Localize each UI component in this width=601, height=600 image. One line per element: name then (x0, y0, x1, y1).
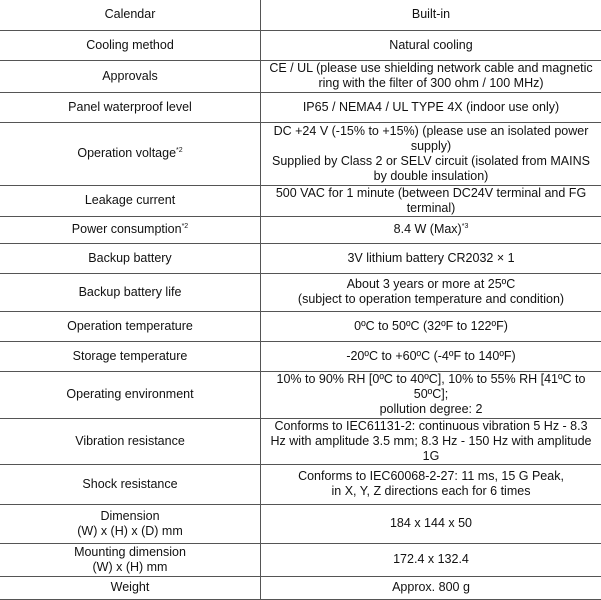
spec-value-line (264, 469, 598, 484)
spec-label-line: (W) x (H) mm (92, 559, 168, 574)
spec-value-text: 1G (422, 448, 440, 463)
table-row (0, 243, 601, 273)
spec-label-line: Mounting dimension (74, 544, 186, 559)
spec-value-line (264, 186, 598, 201)
spec-value-text: (subject to operation temperature and condition) (297, 292, 565, 306)
spec-label-line: Dimension (100, 508, 160, 523)
spec-label-line: (W) x (H) x (D) mm (77, 523, 183, 538)
table-row (0, 576, 601, 599)
spec-label: Storage temperature (72, 348, 188, 363)
spec-label-cell (0, 371, 261, 418)
spec-value-text: 172.4 x 132.4 (393, 552, 469, 566)
spec-value-line (264, 387, 598, 402)
spec-value-text: terminal) (406, 200, 456, 215)
spec-value-text: About 3 years or more at 25ºC (346, 277, 516, 291)
table-row (0, 216, 601, 243)
spec-value-text: 8.4 W (Max) (393, 222, 462, 236)
spec-value-line (264, 100, 598, 115)
spec-value-cell (261, 311, 601, 341)
spec-value-line (264, 61, 598, 76)
spec-label-cell (0, 273, 261, 311)
spec-value-text: pollution degree: 2 (379, 402, 483, 416)
spec-value-line (264, 154, 598, 169)
spec-value-text: in X, Y, Z directions each for 6 times (331, 484, 531, 498)
spec-value-line (264, 484, 598, 499)
spec-value-cell (261, 371, 601, 418)
spec-value-line (264, 277, 598, 292)
spec-label-cell (0, 30, 261, 60)
spec-value-line (264, 402, 598, 417)
spec-value-text: IP65 / NEMA4 / UL TYPE 4X (indoor use only) (302, 99, 560, 114)
spec-value-cell (261, 543, 601, 576)
spec-label: Backup battery (88, 250, 172, 265)
footnote-marker: *2 (176, 147, 183, 154)
table-row (0, 504, 601, 543)
spec-value-line (264, 552, 598, 567)
spec-value-cell (261, 216, 601, 243)
spec-label: Panel waterproof level (68, 99, 192, 114)
spec-label: Power consumption (71, 222, 182, 236)
table-row (0, 92, 601, 122)
spec-label: Operation voltage (77, 146, 177, 160)
spec-value-text: CE / UL (please use shielding network cable and magnetic (269, 61, 593, 75)
spec-value-cell (261, 243, 601, 273)
spec-value-cell (261, 0, 601, 30)
spec-value-line (264, 251, 598, 266)
spec-label-cell (0, 543, 261, 576)
spec-value-text: 500 VAC for 1 minute (between DC24V terminal and FG (275, 185, 587, 200)
spec-label-cell (0, 341, 261, 371)
spec-label-cell (0, 0, 261, 30)
table-row (0, 311, 601, 341)
spec-value-line (264, 139, 598, 154)
spec-value-cell (261, 418, 601, 464)
spec-value-cell (261, 341, 601, 371)
spec-label-cell (0, 504, 261, 543)
spec-value-line (264, 222, 598, 237)
table-row (0, 464, 601, 504)
spec-label: Calendar (104, 7, 156, 22)
table-row (0, 185, 601, 216)
spec-value-text: 50ºC]; (413, 387, 449, 401)
spec-label-cell (0, 576, 261, 599)
spec-label: Vibration resistance (75, 433, 185, 448)
spec-value-text: Hz with amplitude 3.5 mm; 8.3 Hz - 150 Hz with amplitude (270, 433, 592, 448)
spec-value-text: -20ºC to +60ºC (-4ºF to 140ºF) (346, 348, 516, 363)
spec-value-cell (261, 60, 601, 92)
spec-value-cell (261, 122, 601, 185)
spec-value-line (264, 580, 598, 595)
spec-label-cell (0, 216, 261, 243)
spec-value-text: Supplied by Class 2 or SELV circuit (isolated from MAINS (272, 153, 590, 168)
spec-label: Leakage current (84, 193, 176, 207)
spec-label: Backup battery life (78, 284, 182, 299)
table-row (0, 122, 601, 185)
spec-value-text: 0ºC to 50ºC (32ºF to 122ºF) (354, 318, 508, 333)
table-row (0, 30, 601, 60)
spec-value-line (264, 76, 598, 91)
spec-value-text: supply) (410, 138, 452, 153)
spec-label-cell (0, 311, 261, 341)
table-row (0, 371, 601, 418)
spec-value-text: 3V lithium battery CR2032 × 1 (347, 250, 515, 265)
spec-value-cell (261, 576, 601, 599)
spec-value-cell (261, 30, 601, 60)
spec-label-cell (0, 60, 261, 92)
spec-value-line (264, 419, 598, 434)
spec-label-cell (0, 122, 261, 185)
spec-value-text: DC +24 V (-15% to +15%) (please use an isolated power (273, 123, 589, 138)
spec-value-line (264, 201, 598, 216)
spec-label: Operating environment (66, 387, 194, 401)
spec-value-cell (261, 464, 601, 504)
spec-label-cell (0, 418, 261, 464)
spec-value-text: Conforms to IEC60068-2-27: 11 ms, 15 G Peak, (298, 469, 564, 483)
footnote-marker: *2 (181, 223, 189, 230)
spec-value-text: ring with the filter of 300 ohm / 100 MHz) (318, 76, 544, 90)
spec-value-line (264, 7, 598, 22)
spec-value-text: Approx. 800 g (392, 580, 470, 594)
spec-value-cell (261, 92, 601, 122)
spec-value-text: 10% to 90% RH [0ºC to 40ºC], 10% to 55% RH [41ºC to (276, 372, 586, 386)
spec-value-line (264, 449, 598, 464)
spec-value-line (264, 372, 598, 387)
spec-label-cell (0, 185, 261, 216)
spec-value-text: Built-in (411, 7, 451, 22)
spec-value-text: by double insulation) (373, 168, 489, 183)
spec-label: Weight (110, 580, 150, 594)
table-row (0, 341, 601, 371)
spec-value-line (264, 434, 598, 449)
spec-value-text: 184 x 144 x 50 (389, 516, 472, 530)
spec-value-line (264, 292, 598, 307)
spec-value-cell (261, 504, 601, 543)
spec-value-cell (261, 185, 601, 216)
spec-label: Cooling method (86, 37, 174, 52)
spec-value-line (264, 349, 598, 364)
spec-value-line (264, 38, 598, 53)
spec-label-cell (0, 243, 261, 273)
spec-value-text: Conforms to IEC61131-2: continuous vibration 5 Hz - 8.3 (274, 418, 588, 433)
spec-value-text: Natural cooling (389, 37, 473, 52)
spec-value-line (264, 169, 598, 184)
spec-label-cell (0, 92, 261, 122)
spec-label-cell (0, 464, 261, 504)
table-row (0, 0, 601, 30)
spec-value-line (264, 124, 598, 139)
spec-value-line (264, 319, 598, 334)
footnote-marker: *3 (461, 223, 469, 230)
table-row (0, 60, 601, 92)
spec-value-line (264, 516, 598, 531)
spec-label: Shock resistance (82, 476, 178, 491)
table-row (0, 273, 601, 311)
table-row (0, 418, 601, 464)
spec-label: Operation temperature (67, 318, 193, 333)
table-row (0, 543, 601, 576)
spec-label: Approvals (102, 68, 158, 83)
spec-value-cell (261, 273, 601, 311)
